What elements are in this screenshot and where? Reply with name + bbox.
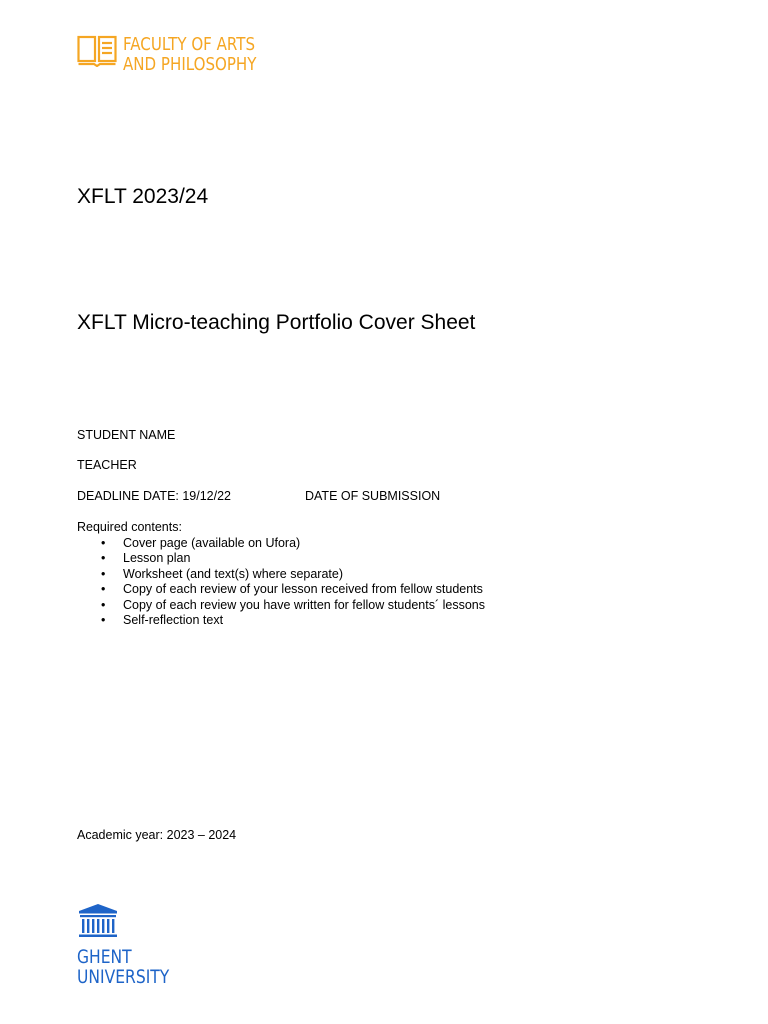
bullet: • (101, 582, 106, 597)
bullet: • (101, 597, 106, 612)
faculty-name (123, 35, 256, 75)
bullet: • (101, 551, 106, 566)
document-title: XFLT Micro-teaching Portfolio Cover Sheet (77, 311, 476, 334)
list-item: • Self-reflection text (101, 612, 224, 627)
teacher-label: TEACHER (77, 458, 137, 472)
list-item: • Cover page (available on Ufora) (101, 536, 301, 550)
faculty-name-line1: FACULTY OF ARTS (123, 35, 256, 55)
open-book-icon (77, 35, 117, 67)
university-building-icon (77, 926, 119, 943)
ghent-university-name (77, 948, 169, 988)
faculty-name-line2: AND PHILOSOPHY (123, 55, 257, 75)
ghent-name-line2: UNIVERSITY (77, 967, 170, 988)
required-contents-title: Required contents: (77, 520, 182, 534)
ghent-name-line1: GHENT (77, 947, 132, 968)
submission-date-label: DATE OF SUBMISSION (305, 489, 441, 503)
bullet: • (101, 536, 106, 550)
bullet: • (101, 566, 106, 581)
required-contents-list (101, 536, 485, 628)
bullet: • (101, 612, 106, 627)
deadline-row (77, 489, 441, 503)
deadline-label: DEADLINE DATE: 19/12/22 (77, 489, 232, 503)
list-item: • Copy of each review you have written for fellow students´ lessons (101, 597, 485, 612)
faculty-logo (77, 35, 278, 75)
list-item: • Worksheet (and text(s) where separate) (101, 566, 344, 581)
ghent-university-logo (77, 903, 187, 988)
student-name-label: STUDENT NAME (77, 428, 176, 442)
list-item: • Lesson plan (101, 551, 191, 566)
academic-year: Academic year: 2023 – 2024 (77, 828, 237, 842)
list-item: • Copy of each review of your lesson received from fellow students (101, 582, 483, 597)
document-year-heading: XFLT 2023/24 (77, 185, 209, 208)
